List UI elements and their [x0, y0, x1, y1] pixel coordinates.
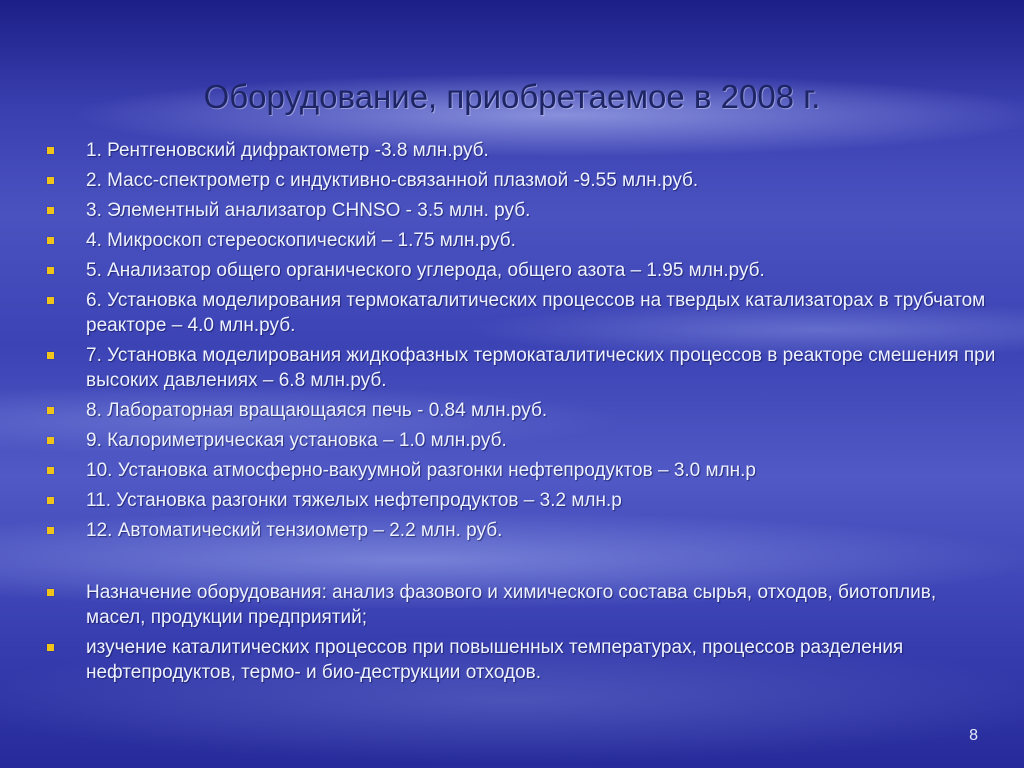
list-item	[46, 343, 996, 393]
list-item-text: 1. Рентгеновский дифрактометр -3.8 млн.руб.	[86, 140, 489, 161]
list-item-text: изучение каталитических процессов при повышенных температурах, процессов разделения нефтепродуктов, термо- и био-деструкции отходов.	[86, 637, 904, 683]
list-item-text: 9. Калориметрическая установка – 1.0 млн.руб.	[86, 430, 507, 451]
list-item	[46, 228, 996, 253]
list-spacer	[46, 548, 996, 580]
square-bullet-icon	[47, 467, 54, 474]
square-bullet-icon	[47, 527, 54, 534]
list-item-text: 4. Микроскоп стереоскопический – 1.75 млн.руб.	[86, 230, 516, 251]
list-item	[46, 288, 996, 338]
slide-title: Оборудование, приобретаемое в 2008 г.	[203, 78, 821, 115]
list-item	[46, 488, 996, 513]
square-bullet-icon	[47, 407, 54, 414]
page-number: 8	[969, 727, 978, 744]
square-bullet-icon	[47, 589, 54, 596]
square-bullet-icon	[47, 147, 54, 154]
list-item	[46, 635, 996, 685]
slide-content	[46, 138, 996, 690]
list-item-text: 5. Анализатор общего органического углерода, общего азота – 1.95 млн.руб.	[86, 260, 765, 281]
list-item	[46, 258, 996, 283]
purpose-list	[46, 580, 996, 685]
square-bullet-icon	[47, 237, 54, 244]
square-bullet-icon	[47, 497, 54, 504]
list-item-text: 6. Установка моделирования термокаталитических процессов на твердых катализаторах в трубчатом реакторе – 4.0 млн.руб.	[86, 290, 986, 336]
list-item-text: 11. Установка разгонки тяжелых нефтепродуктов – 3.2 млн.р	[86, 490, 622, 511]
list-item	[46, 138, 996, 163]
list-item	[46, 458, 996, 483]
list-item-text: 7. Установка моделирования жидкофазных термокаталитических процессов в реакторе смешения при высоких давлениях – 6.8 млн.руб.	[86, 345, 996, 391]
list-item-text: 8. Лабораторная вращающаяся печь - 0.84 млн.руб.	[86, 400, 548, 421]
list-item	[46, 398, 996, 423]
square-bullet-icon	[47, 352, 54, 359]
square-bullet-icon	[47, 177, 54, 184]
list-item	[46, 428, 996, 453]
list-item-text: 12. Автоматический тензиометр – 2.2 млн. руб.	[86, 520, 503, 541]
list-item-text: 3. Элементный анализатор CHNSO - 3.5 млн. руб.	[86, 200, 531, 221]
list-item	[46, 168, 996, 193]
list-item-text: 2. Масс-спектрометр с индуктивно-связанной плазмой -9.55 млн.руб.	[86, 170, 699, 191]
equipment-list	[46, 138, 996, 543]
list-item-text: Назначение оборудования: анализ фазового и химического состава сырья, отходов, биотоплив, масел, продукции предприятий;	[86, 582, 937, 628]
square-bullet-icon	[47, 437, 54, 444]
square-bullet-icon	[47, 207, 54, 214]
list-item	[46, 198, 996, 223]
square-bullet-icon	[47, 267, 54, 274]
list-item-text: 10. Установка атмосферно-вакуумной разгонки нефтепродуктов – 3.0 млн.р	[86, 460, 756, 481]
list-item	[46, 580, 996, 630]
square-bullet-icon	[47, 644, 54, 651]
square-bullet-icon	[47, 297, 54, 304]
list-item	[46, 518, 996, 543]
